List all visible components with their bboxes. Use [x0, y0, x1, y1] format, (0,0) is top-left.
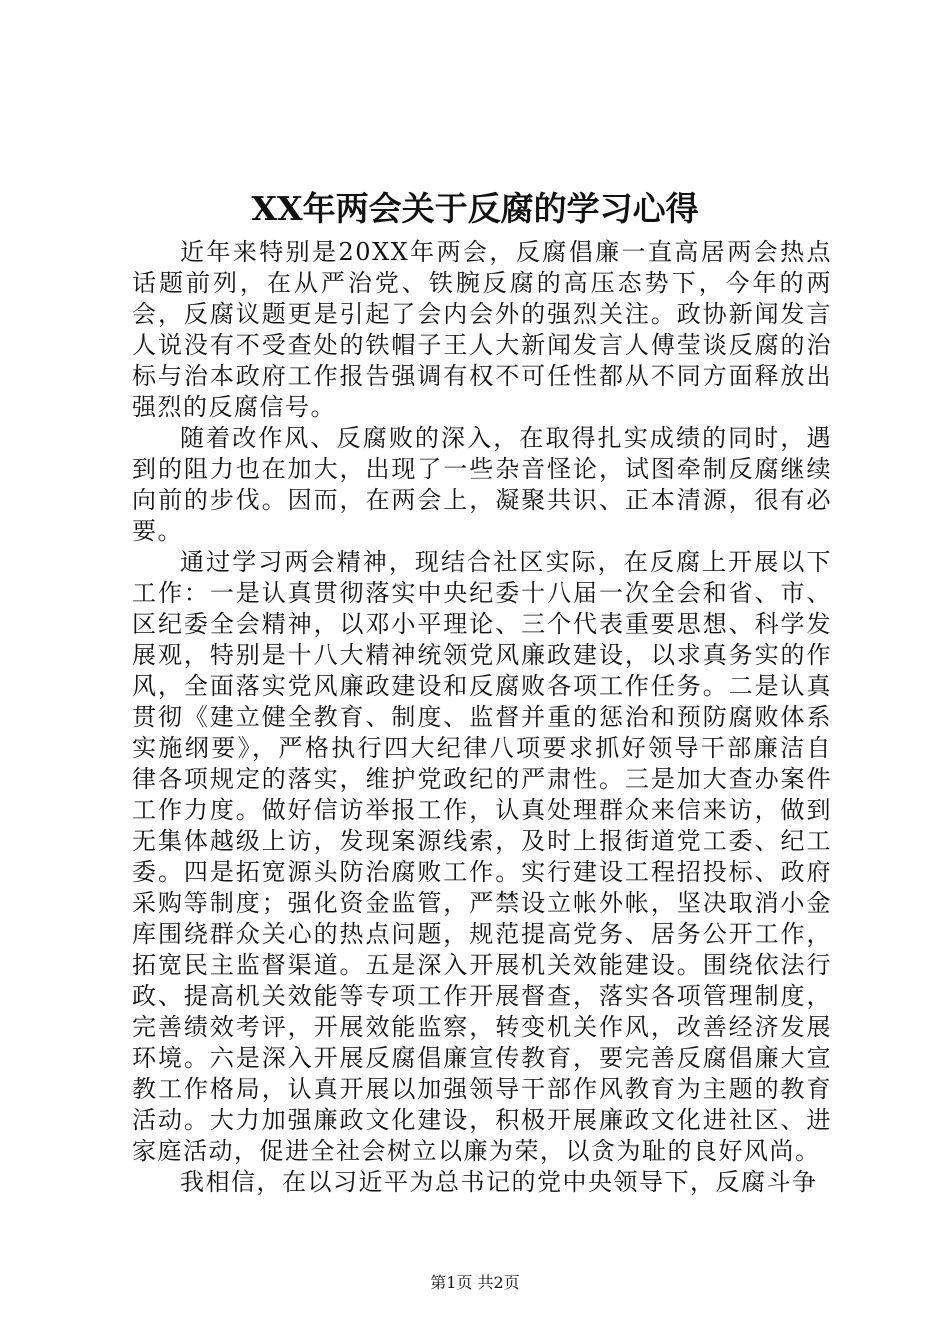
- paragraph-2: 随着改作风、反腐败的深入，在取得扎实成绩的同时，遇到的阻力也在加大，出现了一些杂音怪论，试图牵制反腐继续向前的步伐。因而，在两会上，凝聚共识、正本清源，很有必要。: [132, 424, 832, 545]
- document-body: [132, 237, 832, 1198]
- paragraph-1: 近年来特别是20XX年两会，反腐倡廉一直高居两会热点话题前列，在从严治党、铁腕反腐的高压态势下，今年的两会，反腐议题更是引起了会内会外的强烈关注。政协新闻发言人说没有不受查处的铁帽子王人大新闻发言人傅莹谈反腐的治标与治本政府工作报告强调有权不可任性都从不同方面释放出强烈的反腐信号。: [132, 238, 832, 421]
- paragraph-3: 通过学习两会精神，现结合社区实际，在反腐上开展以下工作：一是认真贯彻落实中央纪委十八届一次全会和省、市、区纪委全会精神，以邓小平理论、三个代表重要思想、科学发展观，特别是十八大精神统领党风廉政建设，以求真务实的作风，全面落实党风廉政建设和反腐败各项工作任务。二是认真贯彻《建立健全教育、制度、监督并重的惩治和预防腐败体系实施纲要》，严格执行四大纪律八项要求抓好领导干部廉洁自律各项规定的落实，维护党政纪的严肃性。三是加大查办案件工作力度。做好信访举报工作，认真处理群众来信来访，做到无集体越级上访，发现案源线索，及时上报街道党工委、纪工委。四是拓宽源头防治腐败工作。实行建设工程招投标、政府采购等制度；强化资金监管，严禁设立帐外帐，坚决取消小金库围绕群众关心的热点问题，规范提高党务、居务公开工作，拓宽民主监督渠道。五是深入开展机关效能建设。围绕依法行政、提高机关效能等专项工作开展督查，落实各项管理制度，完善绩效考评，开展效能监察，转变机关作风，改善经济发展环境。六是深入开展反腐倡廉宣传教育，要完善反腐倡廉大宣教工作格局，认真开展以加强领导干部作风教育为主题的教育活动。大力加强廉政文化建设，积极开展廉政文化进社区、进家庭活动，促进全社会树立以廉为荣，以贪为耻的良好风尚。: [132, 548, 832, 1165]
- paragraph-4: 我相信，在以习近平为总书记的党中央领导下，反腐斗争: [180, 1168, 818, 1196]
- page-footer: 第1页 共2页: [430, 1273, 520, 1292]
- document-title: XX年两会关于反腐的学习心得: [251, 189, 699, 228]
